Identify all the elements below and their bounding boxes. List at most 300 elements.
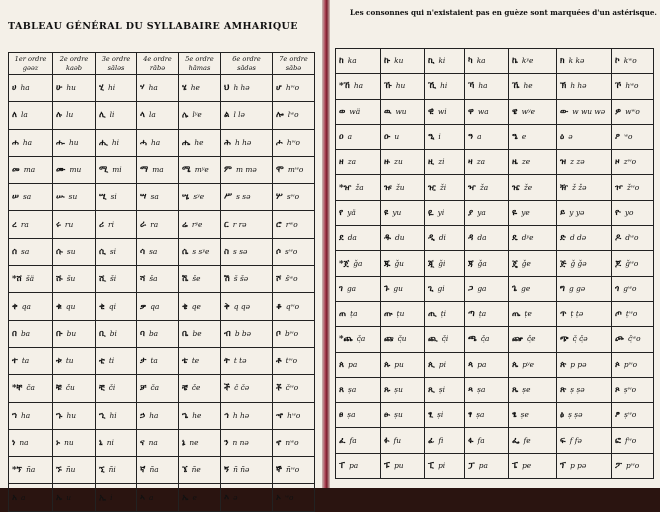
transliteration: č̣e [527,334,536,344]
transliteration: tu [65,356,74,366]
syllable-cell [557,150,612,175]
table-row [336,99,654,124]
syllable-cell [557,403,612,428]
transliteration: qa [150,301,160,311]
ethiopic-glyph: ስ [224,246,230,257]
transliteration: qa [21,301,31,311]
ethiopic-glyph: ድ [560,233,566,244]
transliteration: si [109,246,117,256]
ethiopic-glyph: ሳ [140,246,146,257]
transliteration: ža [355,182,364,192]
syllable-cell [221,102,273,129]
transliteration: wʷo [625,106,640,116]
syllable-cell [336,49,381,74]
syllable-cell [96,457,137,484]
syllable-cell [96,402,137,429]
syllable-cell [9,184,53,211]
ethiopic-glyph: ኼ [512,81,520,92]
syllable-cell [137,211,179,238]
ethiopic-glyph: ኁ [56,410,63,421]
ethiopic-glyph: ሲ [99,246,106,257]
ethiopic-glyph: *ጨ [339,334,353,345]
transliteration: la [21,110,28,120]
syllable-cell [96,184,137,211]
ethiopic-glyph: ጳ [468,359,474,370]
transliteration: ra [150,219,159,229]
transliteration: ǧa [477,258,487,268]
transliteration: rʸe [191,219,203,229]
transliteration: w wu wə [572,106,606,116]
syllable-cell [381,150,425,175]
syllabary-table-right [335,48,654,479]
syllable-cell [221,457,273,484]
transliteration: ṭ ṭə [570,309,584,319]
syllable-cell [381,200,425,225]
ethiopic-glyph: ጅ [560,258,567,269]
syllable-cell [53,457,96,484]
ethiopic-glyph: ፉ [384,435,390,446]
syllable-cell [53,211,96,238]
ethiopic-glyph: ጃ [468,258,474,269]
table-row [9,75,315,102]
ethiopic-glyph: ጉ [384,283,390,294]
syllable-cell [509,453,557,478]
transliteration: pi [438,359,446,369]
transliteration: be [192,328,202,338]
ethiopic-glyph: ኂ [99,410,106,421]
syllable-cell [557,251,612,276]
syllable-cell [381,403,425,428]
ethiopic-glyph: ታ [140,356,147,367]
syllable-cell [179,102,221,129]
syllabary-table-left [8,52,315,512]
transliteration: pa [348,359,358,369]
transliteration: ṣi [437,410,444,420]
transliteration: hi [109,410,117,420]
ethiopic-glyph: እ [224,492,230,503]
syllable-cell [221,402,273,429]
order-label: 6e ordre [232,55,261,63]
syllable-cell [465,251,509,276]
syllable-cell [137,347,179,374]
transliteration: l lə [233,110,245,120]
syllable-cell [557,226,612,251]
ethiopic-glyph: ሱ [56,246,63,257]
table-row [336,251,654,276]
order-label: 5e ordre [185,55,214,63]
transliteration: š šə [233,274,249,284]
syllable-cell [137,102,179,129]
ethiopic-glyph: ሂ [99,83,104,94]
transliteration: ṭe [524,309,532,319]
syllable-cell [179,402,221,429]
syllable-cell [273,457,315,484]
syllable-cell [509,403,557,428]
transliteration: pa [478,460,488,470]
transliteration: yi [437,207,445,217]
syllable-cell [612,403,654,428]
syllable-cell [336,403,381,428]
table-row [336,453,654,478]
ethiopic-glyph: አ [12,492,18,503]
transliteration: mu [69,165,82,175]
right-page [330,0,660,488]
ethiopic-glyph: ሊ [99,110,106,121]
transliteration: ta [21,356,30,366]
transliteration: hu [395,81,406,91]
table-row [9,402,315,429]
transliteration: ha [478,81,488,91]
transliteration: d də [569,233,587,243]
syllable-cell [612,327,654,352]
syllable-cell [465,200,509,225]
transliteration: di [438,233,446,243]
ethiopic-glyph: ዘ [339,157,344,168]
transliteration: lu [66,110,74,120]
syllable-cell [179,484,221,511]
transliteration: p pə [570,460,587,470]
ethiopic-glyph: ራ [140,219,147,230]
transliteration: č̣u [397,334,407,344]
transliteration: ṭi [440,309,447,319]
syllable-cell [137,293,179,320]
syllable-cell [381,453,425,478]
ethiopic-glyph: ጾ [615,385,620,395]
transliteration: pʸe [522,359,535,369]
syllable-cell [137,457,179,484]
ethiopic-glyph: ያ [468,207,474,218]
syllable-cell [381,49,425,74]
syllable-cell [137,484,179,511]
transliteration: yu [392,207,402,217]
transliteration: y yə [569,207,585,217]
table-row [336,428,654,453]
ethiopic-glyph: ቼ [182,383,188,394]
ethiopic-glyph: ነ [12,438,16,448]
ethiopic-glyph: ፁ [384,410,391,421]
syllable-cell [273,266,315,293]
syllable-cell [9,266,53,293]
transliteration: ma [152,165,164,175]
transliteration: ṣe [522,385,531,394]
syllable-cell [9,457,53,484]
transliteration: ha [149,410,159,420]
syllable-cell [425,301,465,326]
transliteration: na [148,438,158,447]
transliteration: ha [20,83,30,93]
syllable-cell [221,347,273,374]
syllable-cell [96,75,137,102]
transliteration: da [347,233,357,243]
syllable-cell [336,150,381,175]
syllable-cell [425,251,465,276]
syllable-cell [465,124,509,149]
transliteration: č̣ č̣ə [572,334,588,344]
transliteration: ča [26,383,35,393]
transliteration: wi [437,106,447,116]
transliteration: žu [395,182,405,192]
syllable-cell [273,293,315,320]
syllable-cell [179,375,221,402]
transliteration: ye [521,207,530,217]
transliteration: kʸe [521,56,534,66]
transliteration: sa [22,192,32,202]
transliteration: ze [521,157,531,167]
asterisk-note: Les consonnes qui n'existaient pas en guèze sont marquées d'un astérisque. [350,8,657,17]
syllable-cell [179,184,221,211]
syllable-cell [96,129,137,156]
ethiopic-glyph: ቃ [140,301,147,312]
syllable-cell [557,99,612,124]
syllable-cell [179,129,221,156]
transliteration: ri [108,219,114,229]
ethiopic-glyph: *ቸ [12,383,23,394]
ethiopic-glyph: ቶ [276,356,282,367]
syllable-cell [381,276,425,301]
transliteration: fʷo [625,435,637,445]
transliteration: ča [150,383,160,393]
order-name: kaəb [65,63,83,72]
syllable-cell [425,200,465,225]
ethiopic-glyph: ዖ [615,132,621,143]
transliteration: ña [149,465,159,475]
syllable-cell [425,377,465,402]
ethiopic-glyph: ጂ [428,258,435,269]
syllable-cell [557,377,612,402]
transliteration: hʷo [625,81,639,91]
column-header [221,53,273,75]
transliteration: ṣ ṣə [568,410,583,420]
ethiopic-glyph: ዝ [560,157,567,168]
transliteration: wa [477,106,489,116]
transliteration: qʷo [285,301,300,311]
syllable-cell [509,124,557,149]
ethiopic-glyph: ሼ [182,274,189,285]
table-row [336,352,654,377]
syllable-cell [557,327,612,352]
ethiopic-glyph: ቴ [182,356,188,367]
transliteration: ǧʷo [625,258,639,268]
syllable-cell [53,102,96,129]
syllable-cell [509,74,557,99]
syllable-cell [509,226,557,251]
ethiopic-glyph: ፄ [512,410,517,421]
syllable-cell [612,301,654,326]
transliteration: ku [394,56,404,66]
transliteration: ñʷo [286,465,300,475]
syllable-cell [9,320,53,347]
transliteration: mʷo [287,165,304,175]
syllable-cell [381,377,425,402]
syllable-cell [9,156,53,183]
ethiopic-glyph: ሃ [140,83,145,94]
transliteration: m mə [236,165,257,175]
transliteration: fe [523,435,531,445]
page-title: TABLEAU GÉNÉRAL DU SYLLABAIRE AMHARIQUE [8,21,298,32]
transliteration: fa [477,435,485,445]
ethiopic-glyph: ቂ [99,301,105,312]
transliteration: ṣu [394,385,403,394]
syllable-cell [96,102,137,129]
transliteration: ha [22,137,33,147]
syllable-cell [381,175,425,200]
ethiopic-glyph: ዳ [468,233,474,244]
ethiopic-glyph: ጤ [512,309,521,320]
ethiopic-glyph: ተ [12,356,18,367]
ethiopic-glyph: ሪ [99,219,105,230]
syllable-cell [465,327,509,352]
transliteration: ṭa [478,309,487,319]
ethiopic-glyph: ሰ [12,246,18,257]
transliteration: sa [150,192,159,202]
ethiopic-glyph: ዎ [615,106,622,117]
ethiopic-glyph: ዣ [468,182,476,193]
ethiopic-glyph: ሺ [99,274,107,285]
syllable-cell [137,375,179,402]
ethiopic-glyph: ኝ [224,465,230,476]
order-name: gəәz [22,63,39,72]
transliteration: č čə [234,383,250,393]
syllable-cell [381,226,425,251]
syllable-cell [557,352,612,377]
column-header [179,53,221,75]
syllable-cell [509,175,557,200]
transliteration: pu [394,359,404,369]
transliteration: pu [394,460,404,470]
table-row [9,184,315,211]
ethiopic-glyph: ሹ [56,274,63,285]
transliteration: bu [66,328,77,338]
transliteration: še [192,274,201,284]
transliteration: č̣a [480,334,490,344]
ethiopic-glyph: ፕ [560,460,567,471]
transliteration: yo [624,207,634,217]
ethiopic-glyph: ዋ [468,106,474,117]
transliteration: č̣i [441,334,449,344]
syllable-cell [221,293,273,320]
table-header-row [9,53,315,75]
syllable-cell [221,211,273,238]
ethiopic-glyph: ጬ [512,334,524,345]
syllable-cell [137,184,179,211]
ethiopic-glyph: ዛ [468,157,473,168]
transliteration: šʷo [285,274,298,284]
ethiopic-glyph: ሓ [140,137,148,148]
ethiopic-glyph: ጣ [468,309,475,320]
ethiopic-glyph: ኺ [428,81,437,92]
syllable-cell [381,99,425,124]
ethiopic-glyph: ኣ [140,492,146,503]
syllable-cell [509,301,557,326]
ethiopic-glyph: ዜ [512,157,518,168]
transliteration: dʸe [521,233,534,243]
transliteration: hu [66,83,76,93]
ethiopic-glyph: ዢ [428,182,436,193]
column-header [53,53,96,75]
transliteration: ṭʷo [625,309,638,319]
ethiopic-glyph: ፊ [428,435,435,446]
ethiopic-glyph: *ኘ [12,465,23,476]
ethiopic-glyph: ፅ [560,410,565,421]
syllable-cell [336,74,381,99]
table-row [9,156,315,183]
syllable-cell [53,266,96,293]
syllable-cell [137,75,179,102]
syllable-cell [425,403,465,428]
ethiopic-glyph: ኻ [468,81,475,92]
table-row [336,49,654,74]
order-label: 2e ordre [59,55,89,63]
transliteration: ṣʷo [623,385,637,394]
ethiopic-glyph: ዤ [512,182,520,193]
ethiopic-glyph: ቱ [56,356,62,367]
transliteration: či [108,383,116,393]
transliteration: ma [23,165,36,175]
transliteration: ba [20,328,31,338]
order-name: sādəs [237,63,256,72]
transliteration: e [192,492,197,502]
transliteration: ṣa [477,385,486,394]
syllable-cell [221,266,273,293]
table-row [336,74,654,99]
syllable-cell [612,226,654,251]
transliteration: wʸe [521,106,535,116]
syllable-cell [273,375,315,402]
ethiopic-glyph: ጰ [339,359,345,370]
ethiopic-glyph: ዑ [384,132,391,143]
syllable-cell [612,200,654,225]
ethiopic-glyph: ጹ [384,385,391,395]
syllable-cell [557,453,612,478]
transliteration: šu [66,274,76,284]
ethiopic-glyph: ጥ [560,309,567,320]
ethiopic-glyph: ኹ [384,81,392,92]
transliteration: ña [26,465,36,475]
transliteration: ǧu [394,258,404,268]
ethiopic-glyph: ዌ [512,106,518,117]
transliteration: ǧi [438,258,446,268]
syllable-cell [425,327,465,352]
transliteration: že [523,182,533,192]
transliteration: ṣa [347,410,356,420]
table-row [336,150,654,175]
table-row [9,484,315,511]
syllable-cell [509,428,557,453]
transliteration: he [523,81,533,91]
transliteration: hu [66,410,76,420]
table-row [336,276,654,301]
transliteration: zu [394,157,403,167]
syllable-cell [465,49,509,74]
syllable-cell [465,453,509,478]
syllable-cell [9,238,53,265]
syllable-cell [9,293,53,320]
syllable-cell [179,320,221,347]
ethiopic-glyph: ጪ [428,334,438,345]
transliteration: rʷo [285,219,298,229]
ethiopic-glyph: ሌ [182,110,189,121]
transliteration: hi [108,83,116,93]
transliteration: ṣʷo [624,410,637,420]
ethiopic-glyph: ጻ [468,385,474,395]
transliteration: q qə [233,301,250,311]
syllable-cell [9,402,53,429]
transliteration: s sʸe [192,246,210,256]
transliteration: ṣa [348,385,357,394]
syllable-cell [336,428,381,453]
syllable-cell [137,266,179,293]
transliteration: gi [437,283,445,293]
